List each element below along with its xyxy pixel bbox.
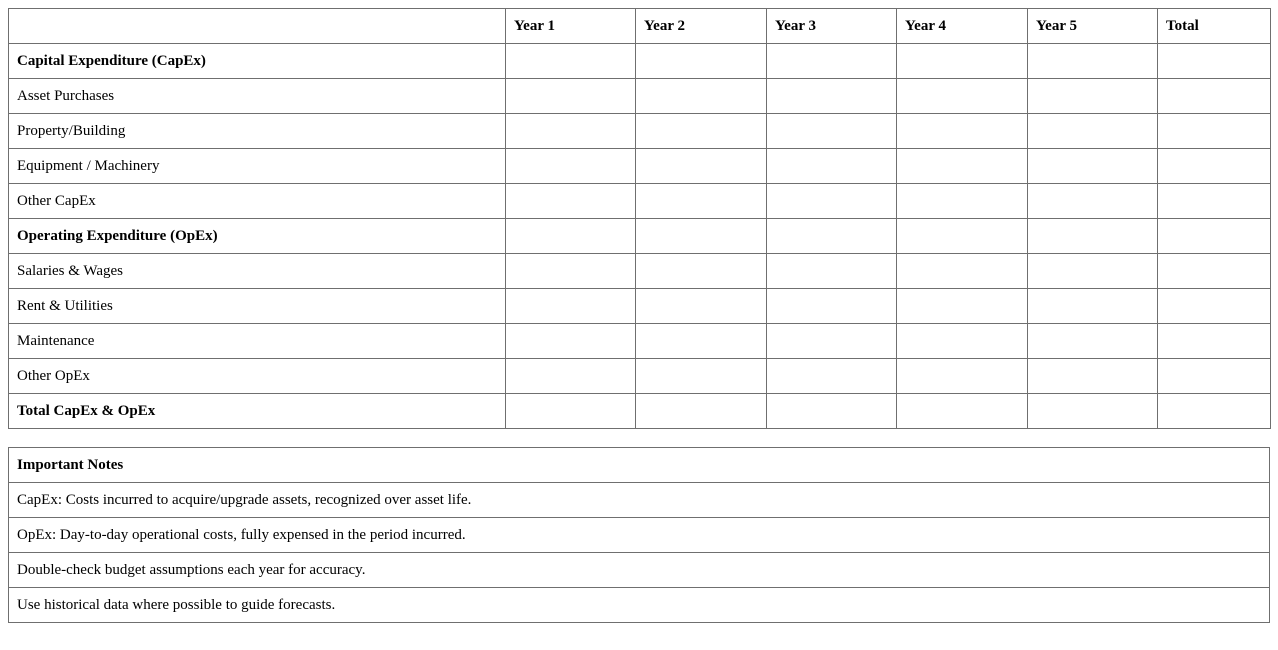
notes-body xyxy=(9,483,1270,623)
value-cell[interactable] xyxy=(636,44,767,79)
value-cell[interactable] xyxy=(506,149,636,184)
note-text: Use historical data where possible to guide forecasts. xyxy=(9,588,1270,623)
value-cell[interactable] xyxy=(636,114,767,149)
value-cell[interactable] xyxy=(1028,324,1158,359)
value-cell[interactable] xyxy=(636,149,767,184)
value-cell[interactable] xyxy=(1158,44,1271,79)
note-row xyxy=(9,553,1270,588)
header-cell-total: Total xyxy=(1158,9,1271,44)
value-cell[interactable] xyxy=(1028,79,1158,114)
row-label: Operating Expenditure (OpEx) xyxy=(9,219,506,254)
value-cell[interactable] xyxy=(1158,394,1271,429)
value-cell[interactable] xyxy=(1028,44,1158,79)
note-row xyxy=(9,483,1270,518)
value-cell[interactable] xyxy=(1028,114,1158,149)
value-cell[interactable] xyxy=(897,79,1028,114)
notes-table xyxy=(8,447,1270,623)
value-cell[interactable] xyxy=(897,149,1028,184)
table-row xyxy=(9,289,1271,324)
header-row xyxy=(9,9,1271,44)
value-cell[interactable] xyxy=(1158,149,1271,184)
value-cell[interactable] xyxy=(767,289,897,324)
value-cell[interactable] xyxy=(1158,219,1271,254)
row-label: Asset Purchases xyxy=(9,79,506,114)
value-cell[interactable] xyxy=(1158,289,1271,324)
row-label: Equipment / Machinery xyxy=(9,149,506,184)
value-cell[interactable] xyxy=(1028,184,1158,219)
value-cell[interactable] xyxy=(1028,289,1158,324)
note-row xyxy=(9,588,1270,623)
note-text: CapEx: Costs incurred to acquire/upgrade assets, recognized over asset life. xyxy=(9,483,1270,518)
value-cell[interactable] xyxy=(767,79,897,114)
value-cell[interactable] xyxy=(1028,359,1158,394)
value-cell[interactable] xyxy=(506,359,636,394)
budget-body xyxy=(9,44,1271,429)
header-cell-year-1: Year 1 xyxy=(506,9,636,44)
value-cell[interactable] xyxy=(636,289,767,324)
note-row xyxy=(9,518,1270,553)
value-cell[interactable] xyxy=(1158,79,1271,114)
row-label: Other OpEx xyxy=(9,359,506,394)
value-cell[interactable] xyxy=(897,359,1028,394)
header-cell-year-2: Year 2 xyxy=(636,9,767,44)
value-cell[interactable] xyxy=(1158,184,1271,219)
value-cell[interactable] xyxy=(897,324,1028,359)
value-cell[interactable] xyxy=(506,79,636,114)
value-cell[interactable] xyxy=(636,219,767,254)
notes-header-row xyxy=(9,448,1270,483)
value-cell[interactable] xyxy=(506,289,636,324)
value-cell[interactable] xyxy=(1028,219,1158,254)
value-cell[interactable] xyxy=(636,184,767,219)
value-cell[interactable] xyxy=(897,394,1028,429)
value-cell[interactable] xyxy=(897,254,1028,289)
value-cell[interactable] xyxy=(506,114,636,149)
table-row xyxy=(9,359,1271,394)
table-row xyxy=(9,79,1271,114)
row-label: Capital Expenditure (CapEx) xyxy=(9,44,506,79)
value-cell[interactable] xyxy=(506,44,636,79)
table-row xyxy=(9,44,1271,79)
value-cell[interactable] xyxy=(897,44,1028,79)
table-row xyxy=(9,324,1271,359)
row-label: Other CapEx xyxy=(9,184,506,219)
value-cell[interactable] xyxy=(636,394,767,429)
table-row xyxy=(9,394,1271,429)
value-cell[interactable] xyxy=(636,359,767,394)
budget-table xyxy=(8,8,1271,429)
value-cell[interactable] xyxy=(767,149,897,184)
header-cell-label xyxy=(9,9,506,44)
value-cell[interactable] xyxy=(1158,114,1271,149)
note-text: OpEx: Day-to-day operational costs, fully expensed in the period incurred. xyxy=(9,518,1270,553)
value-cell[interactable] xyxy=(767,359,897,394)
row-label: Salaries & Wages xyxy=(9,254,506,289)
value-cell[interactable] xyxy=(767,184,897,219)
table-row xyxy=(9,114,1271,149)
value-cell[interactable] xyxy=(767,394,897,429)
table-row xyxy=(9,149,1271,184)
header-cell-year-4: Year 4 xyxy=(897,9,1028,44)
row-label: Maintenance xyxy=(9,324,506,359)
value-cell[interactable] xyxy=(767,219,897,254)
table-row xyxy=(9,219,1271,254)
value-cell[interactable] xyxy=(897,219,1028,254)
row-label: Property/Building xyxy=(9,114,506,149)
value-cell[interactable] xyxy=(506,394,636,429)
note-text: Double-check budget assumptions each year for accuracy. xyxy=(9,553,1270,588)
value-cell[interactable] xyxy=(506,254,636,289)
value-cell[interactable] xyxy=(1028,394,1158,429)
row-label: Total CapEx & OpEx xyxy=(9,394,506,429)
value-cell[interactable] xyxy=(1158,254,1271,289)
value-cell[interactable] xyxy=(897,184,1028,219)
value-cell[interactable] xyxy=(506,324,636,359)
value-cell[interactable] xyxy=(636,79,767,114)
notes-title: Important Notes xyxy=(9,448,1270,483)
table-row xyxy=(9,254,1271,289)
value-cell[interactable] xyxy=(897,289,1028,324)
value-cell[interactable] xyxy=(767,324,897,359)
value-cell[interactable] xyxy=(1158,324,1271,359)
value-cell[interactable] xyxy=(636,254,767,289)
value-cell[interactable] xyxy=(636,324,767,359)
value-cell[interactable] xyxy=(767,254,897,289)
value-cell[interactable] xyxy=(1158,359,1271,394)
value-cell[interactable] xyxy=(1028,149,1158,184)
table-row xyxy=(9,184,1271,219)
header-cell-year-3: Year 3 xyxy=(767,9,897,44)
value-cell[interactable] xyxy=(767,44,897,79)
value-cell[interactable] xyxy=(506,184,636,219)
value-cell[interactable] xyxy=(767,114,897,149)
row-label: Rent & Utilities xyxy=(9,289,506,324)
value-cell[interactable] xyxy=(1028,254,1158,289)
value-cell[interactable] xyxy=(506,219,636,254)
value-cell[interactable] xyxy=(897,114,1028,149)
header-cell-year-5: Year 5 xyxy=(1028,9,1158,44)
